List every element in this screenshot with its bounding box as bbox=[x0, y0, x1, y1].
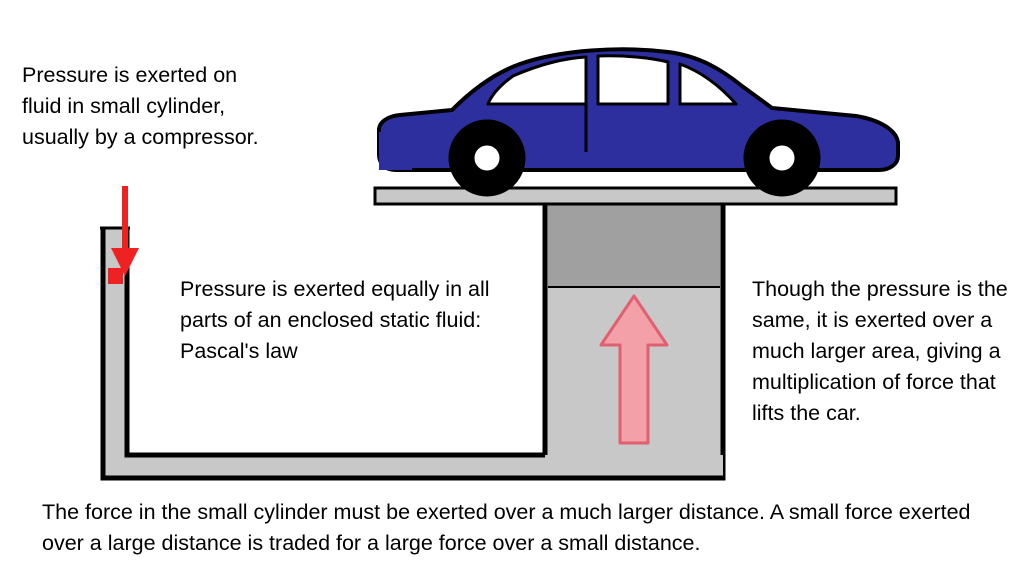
large-piston bbox=[548, 205, 720, 287]
lift-platform bbox=[375, 188, 896, 204]
platform-plate bbox=[375, 188, 896, 204]
label-small-cylinder-pressure: Pressure is exerted on fluid in small cylinder, usually by a compressor. bbox=[22, 63, 259, 149]
compressed-fluid-plug bbox=[108, 268, 123, 284]
label-pascals-law: Pressure is exerted equally in all parts of an enclosed static fluid: Pascal's law bbox=[180, 277, 490, 363]
small-cylinder-fluid bbox=[105, 283, 125, 458]
car-window-front bbox=[598, 56, 668, 104]
label-force-multiplication: Though the pressure is the same, it is exerted over a much larger area, giving a multiplication of force that lifts the car. bbox=[752, 277, 1008, 425]
diagram-caption: The force in the small cylinder must be exerted over a much larger distance. A small force exerted over a large distance is traded for a large force over a small distance. bbox=[42, 500, 971, 555]
car-rear-hub bbox=[473, 144, 501, 172]
car-front-hub bbox=[768, 144, 796, 172]
car-trunk bbox=[379, 126, 412, 170]
car-icon bbox=[379, 49, 898, 195]
